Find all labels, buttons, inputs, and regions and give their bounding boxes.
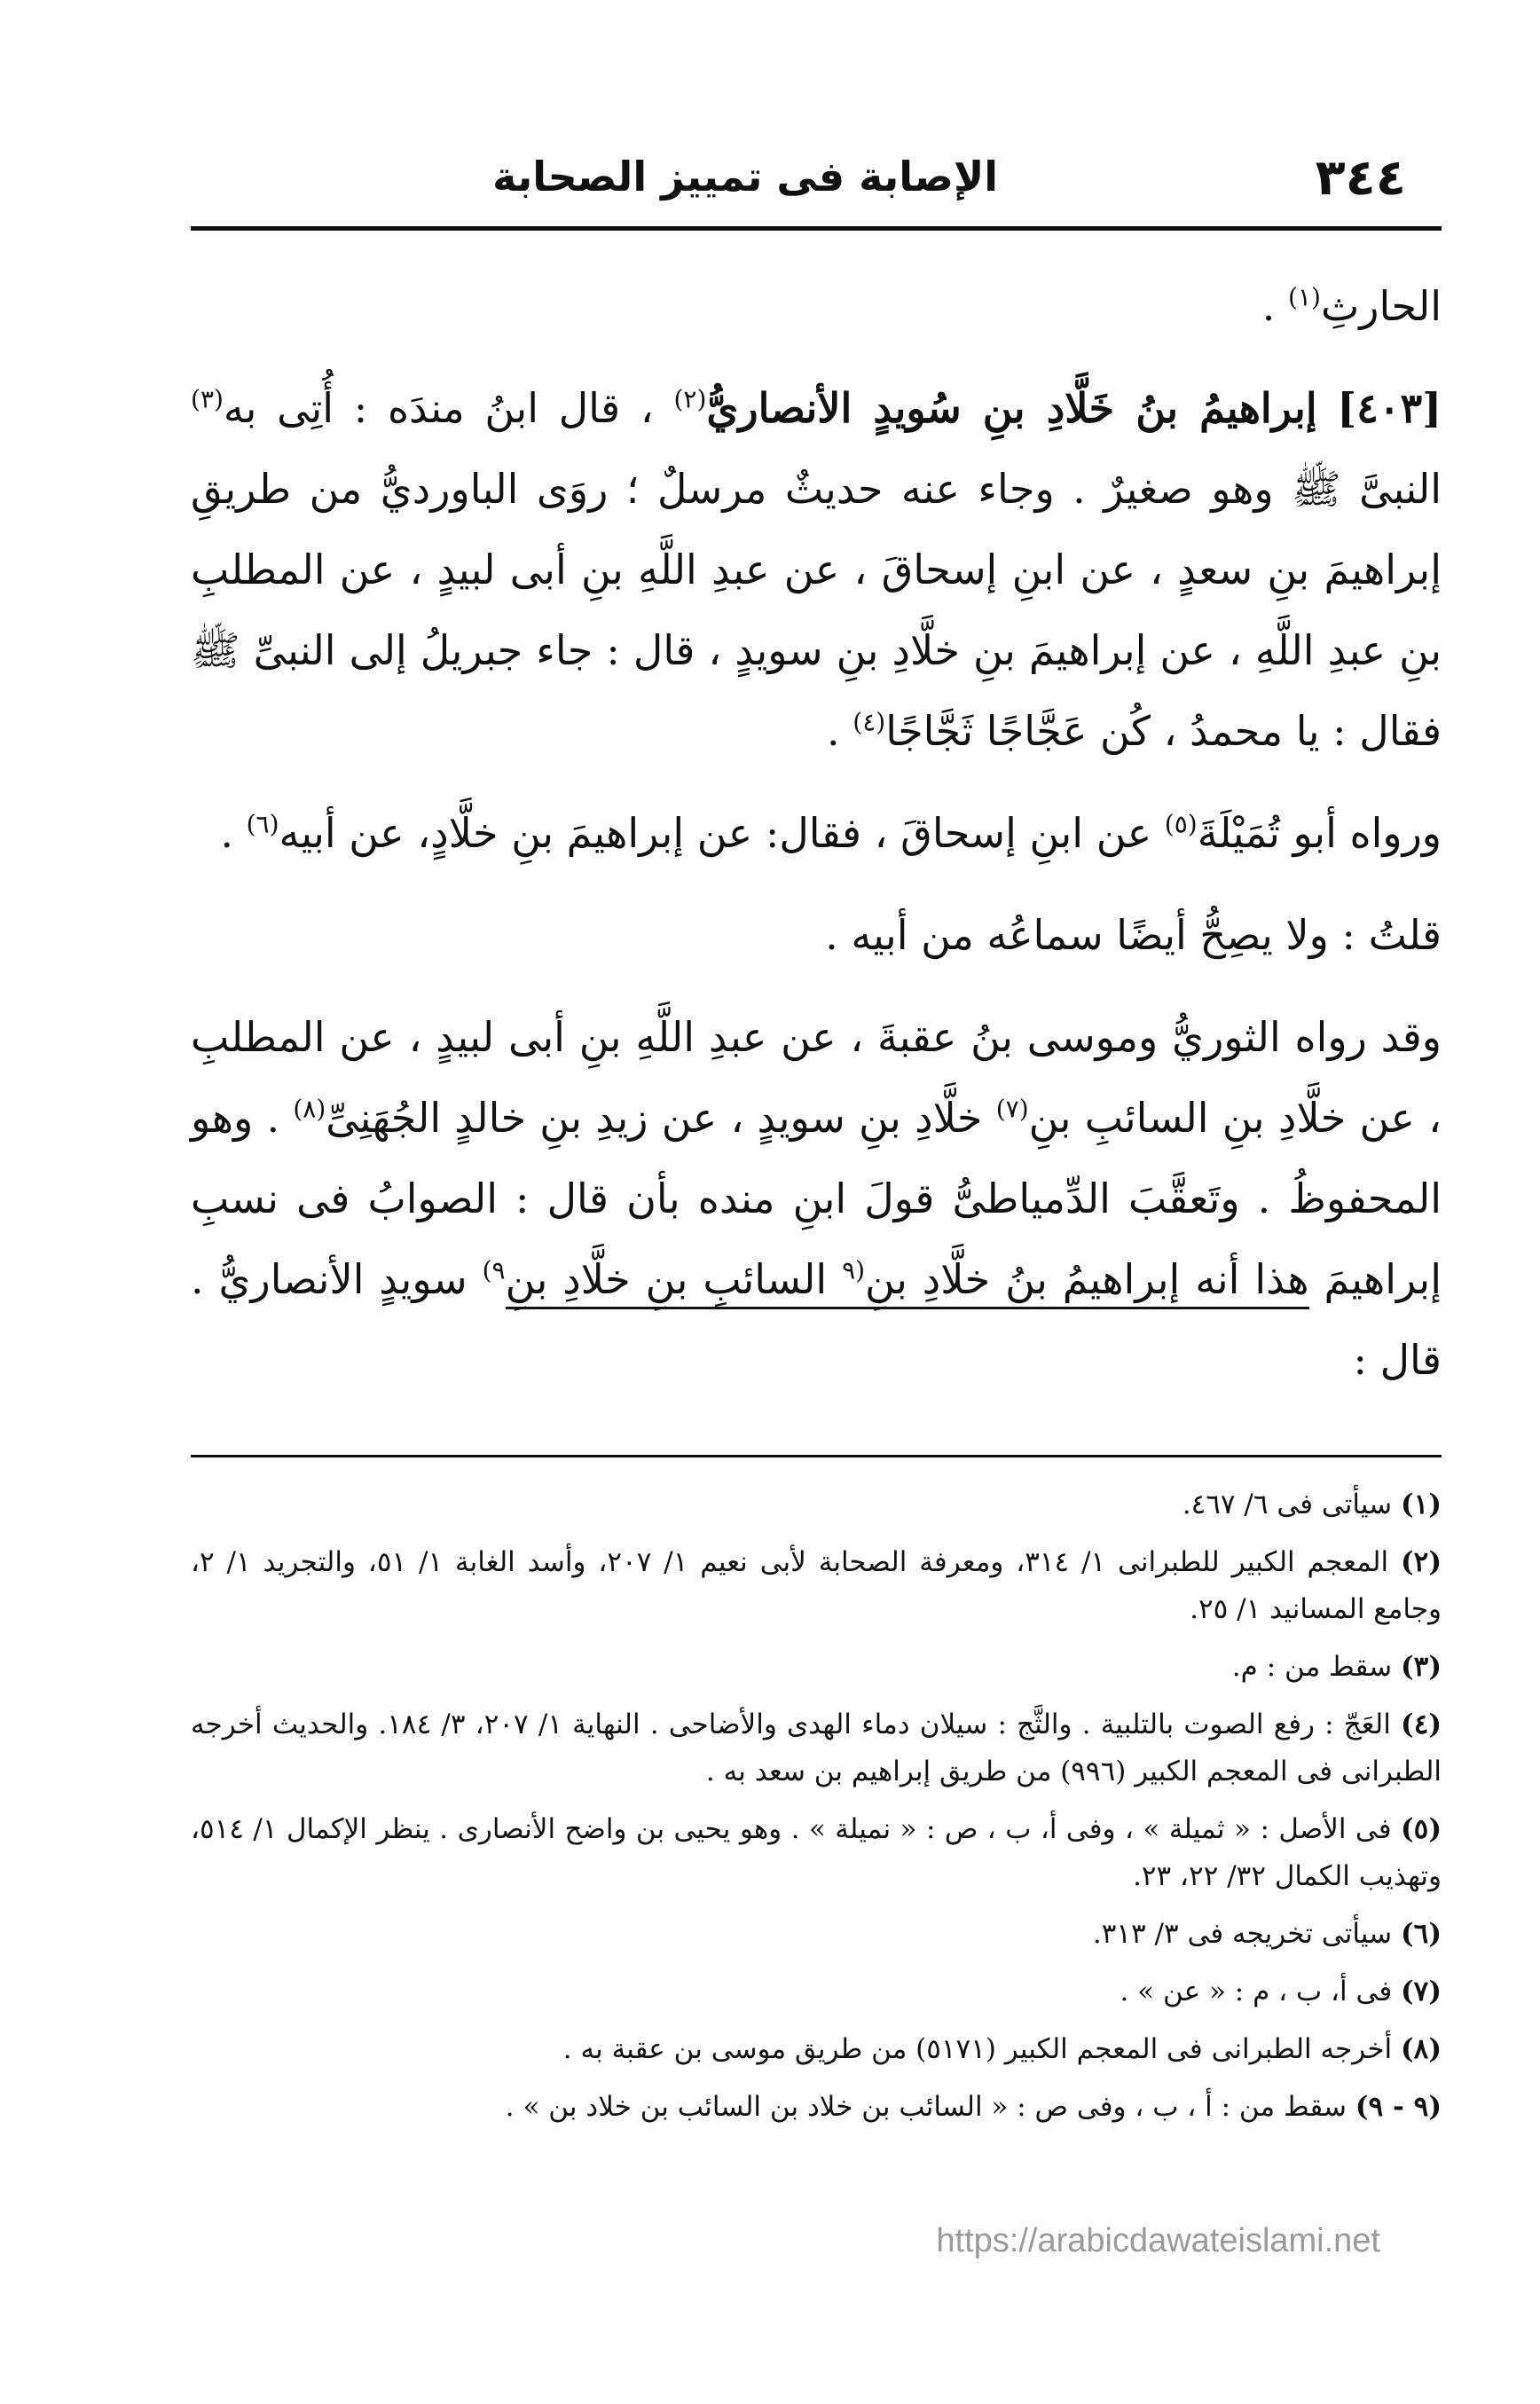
page-header bbox=[191, 133, 1442, 231]
para4-text-2: خلَّادِ بنِ سويدٍ ، عن زيدِ بنِ خالدٍ الجُهَنِىِّ bbox=[326, 1094, 996, 1142]
para4-text-3: . وهو المحفوظُ . وتَعقَّبَ الدِّمياطىُّ قولَ ابنِ منده بأن قال : الصوابُ فى نسبِ إبراهيمَ bbox=[191, 1094, 1442, 1303]
footnote-text: سقط من : أ ، ب ، وفى ص : « السائب بن خلاد بن السائب بن خلاد بن » . bbox=[505, 2091, 1348, 2123]
footnote-ref-1: (١) bbox=[1288, 282, 1321, 312]
footnote-mark: (٢) bbox=[1401, 1546, 1442, 1578]
para2-text-1: ورواه أبو تُمَيْلَةَ bbox=[1197, 809, 1442, 857]
footnote-text: المعجم الكبير للطبرانى ١/ ٣١٤، ومعرفة الصحابة لأبى نعيم ١/ ٢٠٧، وأسد الغابة ١/ ٥١، والتجريد ١/ ٢، وجامع المسانيد ١/ ٢٥. bbox=[191, 1546, 1442, 1625]
footnote-ref-7: (٧) bbox=[995, 1094, 1029, 1124]
entry-end: . bbox=[827, 707, 853, 755]
footnote-ref-9-start: (٩ bbox=[842, 1255, 866, 1285]
para4-text-4: سويدٍ الأنصاريُّ . قال : bbox=[191, 1255, 1442, 1384]
footnote-text: سقط من : م. bbox=[1231, 1651, 1393, 1683]
footnote-8 bbox=[191, 2026, 1442, 2073]
footnote-7 bbox=[191, 1968, 1442, 2015]
footnote-mark: (٣) bbox=[1401, 1651, 1442, 1683]
continuation-end: . bbox=[1261, 282, 1289, 330]
para3-text: قلتُ : ولا يصِحُّ أيضًا سماعُه من أبيه . bbox=[825, 911, 1442, 959]
footnote-ref-5: (٥) bbox=[1164, 809, 1198, 839]
footnote-text: سيأتى تخريجه فى ٣/ ٣١٣. bbox=[1092, 1918, 1393, 1950]
footnote-mark: (٩ - ٩) bbox=[1355, 2091, 1442, 2123]
footnote-mark: (٤) bbox=[1401, 1709, 1442, 1740]
paragraph-qultu bbox=[191, 895, 1442, 976]
entry-number: [٤٠٣] bbox=[1337, 384, 1442, 432]
footnote-6 bbox=[191, 1911, 1442, 1958]
footnote-1 bbox=[191, 1481, 1442, 1528]
footnote-9 bbox=[191, 2084, 1442, 2131]
paragraph-continuation bbox=[191, 266, 1442, 347]
entry-text-1: ، قال ابنُ مندَه : أُتِى به bbox=[223, 384, 674, 432]
paragraph-thawri bbox=[191, 997, 1442, 1401]
main-text bbox=[191, 266, 1442, 1401]
footnote-ref-3: (٣) bbox=[191, 384, 224, 414]
footnote-mark: (٨) bbox=[1401, 2033, 1442, 2065]
watermark-url: https://arabicdawateislami.net bbox=[936, 2222, 1380, 2259]
footnote-3 bbox=[191, 1644, 1442, 1691]
para4-text-1: وقد رواه الثوريُّ وموسى بنُ عقبةَ ، عن عبدِ اللَّهِ بنِ أبى لبيدٍ ، عن المطلبِ ، عن خلَّادِ بنِ السائبِ بنِ bbox=[191, 1013, 1442, 1142]
footnotes bbox=[191, 1481, 1442, 2141]
footnote-4 bbox=[191, 1701, 1442, 1795]
footnote-ref-9-end: ٩) bbox=[482, 1255, 506, 1285]
footnote-2 bbox=[191, 1539, 1442, 1633]
header-rule bbox=[191, 226, 1442, 231]
entry-403 bbox=[191, 368, 1442, 772]
footnote-text: سيأتى فى ٦/ ٤٦٧. bbox=[1182, 1489, 1393, 1520]
para2-end: . bbox=[220, 809, 247, 857]
entry-text-2: النبىَّ ﷺ وهو صغيرٌ . وجاء عنه حديثٌ مرسلٌ ؛ روَى الباورديُّ من طريقِ إبراهيمَ بنِ سعدٍ ، عن ابنِ إسحاقَ ، عن عبدِ اللَّهِ بنِ أبى لبيدٍ ، عن المطلبِ بنِ عبدِ اللَّهِ ، عن إبراهيمَ بنِ خلَّادِ بنِ سويدٍ ، قال : جاء جبريلُ إلى النبىِّ ﷺ فقال : يا محمدُ ، كُن عَجَّاجًا ثَجَّاجًا bbox=[191, 465, 1442, 755]
para2-text-2: عن ابنِ إسحاقَ ، فقال: عن إبراهيمَ بنِ خلَّادٍ، عن أبيه bbox=[279, 809, 1165, 857]
footnote-ref-6: (٦) bbox=[246, 809, 279, 839]
underlined-text-2: السائبِ بنِ خلَّادِ بنِ bbox=[505, 1255, 843, 1303]
footnote-text: أخرجه الطبرانى فى المعجم الكبير (٥١٧١) من طريق موسى بن عقبة به . bbox=[562, 2033, 1393, 2065]
footnote-5 bbox=[191, 1806, 1442, 1900]
book-title: الإصابة فى تمييز الصحابة bbox=[492, 153, 998, 200]
footnote-text: فى الأصل : « ثميلة » ، وفى أ، ب ، ص : « نميلة » . وهو يحيى بن واضح الأنصارى . ينظر الإكمال ١/ ٥١٤، وتهذيب الكمال ٣٢/ ٢٢، ٢٣. bbox=[191, 1813, 1442, 1892]
footnote-ref-2: (٢) bbox=[673, 384, 707, 414]
paragraph-abu-tumayla bbox=[191, 793, 1442, 874]
footnote-text: فى أ، ب ، م : « عن » . bbox=[1120, 1976, 1393, 2007]
footnote-mark: (١) bbox=[1401, 1489, 1442, 1520]
underlined-passage bbox=[506, 1255, 1309, 1309]
footnote-ref-8: (٨) bbox=[293, 1094, 326, 1124]
footnote-mark: (٥) bbox=[1400, 1813, 1442, 1845]
footnote-mark: (٧) bbox=[1401, 1976, 1442, 2007]
footnote-ref-4: (٤) bbox=[852, 707, 886, 737]
continuation-text: الحارثِ bbox=[1320, 282, 1442, 330]
underlined-text-1: هذا أنه إبراهيمُ بنُ خلَّادِ بنِ bbox=[865, 1255, 1309, 1303]
entry-name: إبراهيمُ بنُ خَلَّادِ بنِ سُويدٍ الأنصاريُّ bbox=[706, 384, 1317, 432]
page-number: ٣٤٤ bbox=[1315, 149, 1406, 207]
footnote-text: العَجّ : رفع الصوت بالتلبية . والثَّج : سيلان دماء الهدى والأضاحى . النهاية ١/ ٢٠٧، ٣/ ١٨٤. والحديث أخرجه الطبرانى فى المعجم الكبير (٩٩٦) من طريق إبراهيم بن سعد به . bbox=[191, 1709, 1442, 1787]
footnote-rule bbox=[191, 1455, 1442, 1457]
footnote-mark: (٦) bbox=[1401, 1918, 1442, 1950]
